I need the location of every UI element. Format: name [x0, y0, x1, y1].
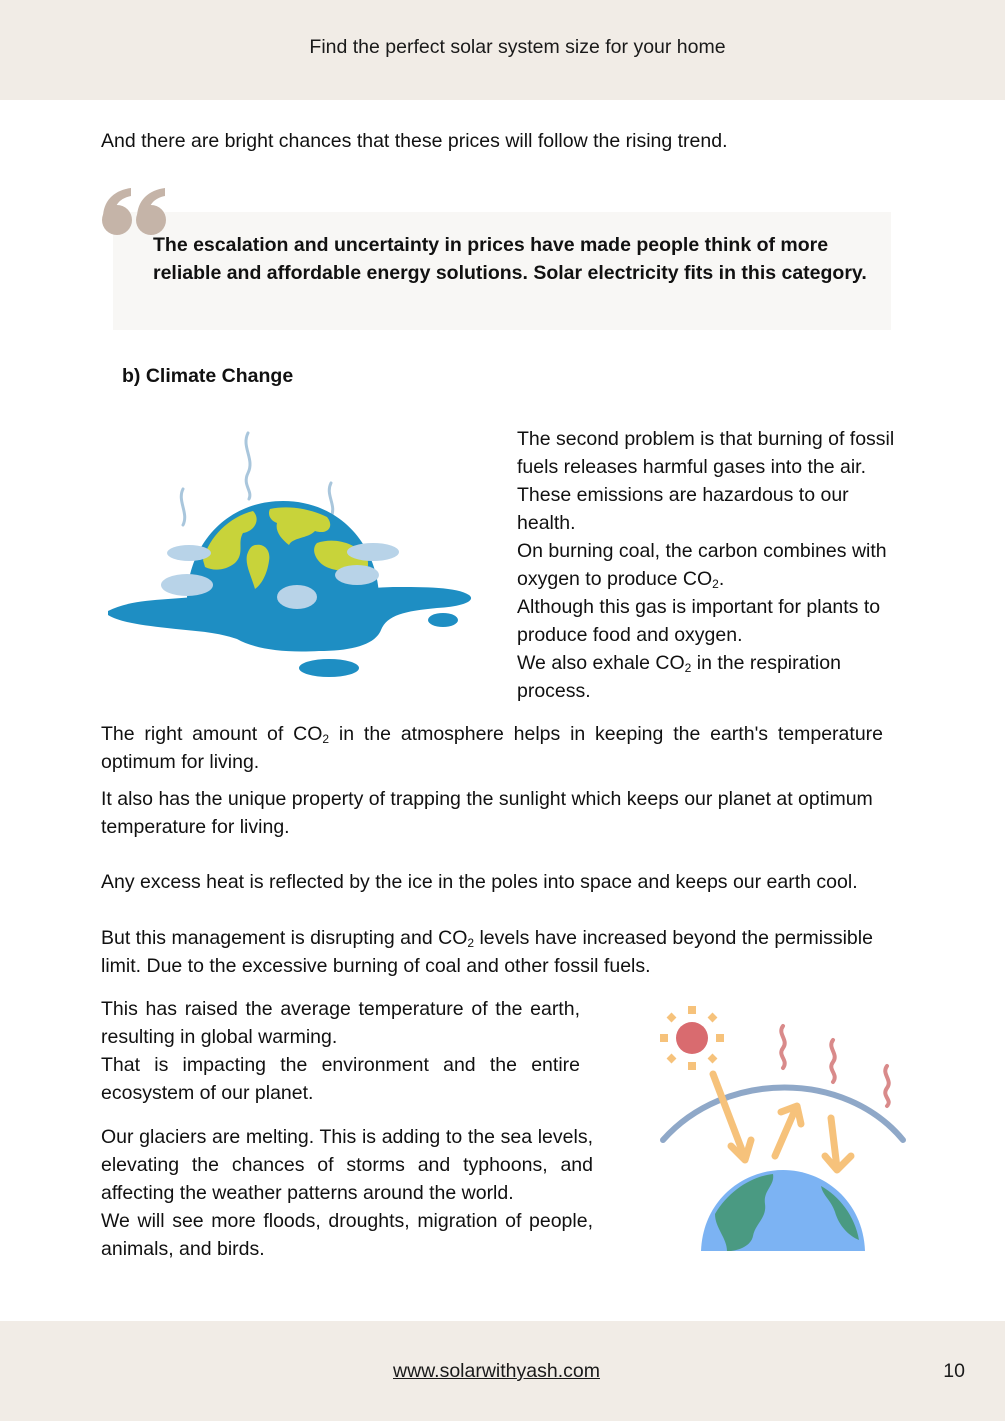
global-warming-text: [101, 995, 580, 1107]
glaciers-text: [101, 1123, 593, 1263]
page-number: 10: [943, 1360, 965, 1382]
quote-text: The escalation and uncertainty in prices have made people think of more reliable and affordable energy solutions. Solar electricity fits in this category.: [153, 234, 867, 284]
paragraph-7: Any excess heat is reflected by the ice in the poles into space and keeps our earth cool.: [101, 871, 858, 893]
paragraph-11: Our glaciers are melting. This is adding to the sea levels, elevating the chances of storms and typhoons, and affecting the weather patterns around the world.: [101, 1126, 593, 1204]
paragraph-1: The second problem is that burning of fossil fuels releases harmful gases into the air. These emissions are hazardous to our health.: [517, 428, 895, 534]
paragraph-3: Although this gas is important for plants to produce food and oxygen.: [517, 596, 881, 646]
paragraph-4: We also exhale $CO_2$ in the respiration process.: [517, 652, 841, 702]
paragraph-12: We will see more floods, droughts, migration of people, animals, and birds.: [101, 1210, 593, 1260]
page-footer: [0, 1321, 1005, 1421]
paragraph-9: This has raised the average temperature of the earth, resulting in global warming.: [101, 998, 580, 1048]
section-heading: b) Climate Change: [122, 365, 294, 387]
page-header: [0, 0, 1005, 100]
paragraph-6: It also has the unique property of trapping the sunlight which keeps our planet at optimum temperature for living.: [101, 788, 873, 838]
paragraph-8: But this management is disrupting and $CO_2$ levels have increased beyond the permissible limit. Due to the excessive burning of coal and other fossil fuels.: [101, 927, 873, 977]
intro-text: And there are bright chances that these prices will follow the rising trend.: [101, 130, 728, 152]
website-link[interactable]: www.solarwithyash.com: [393, 1360, 600, 1382]
right-column-text: [517, 425, 907, 705]
paragraph-10: That is impacting the environment and the entire ecosystem of our planet.: [101, 1054, 580, 1104]
header-title: Find the perfect solar system size for your home: [309, 36, 726, 58]
melting-earth-icon: [105, 425, 475, 685]
paragraph-5: The right amount of $CO_2$ in the atmosphere helps in keeping the earth's temperature optimum for living.: [101, 723, 883, 773]
greenhouse-effect-icon: [655, 1000, 910, 1255]
paragraph-2: On burning coal, the carbon combines with oxygen to produce $CO_2$.: [517, 540, 887, 591]
